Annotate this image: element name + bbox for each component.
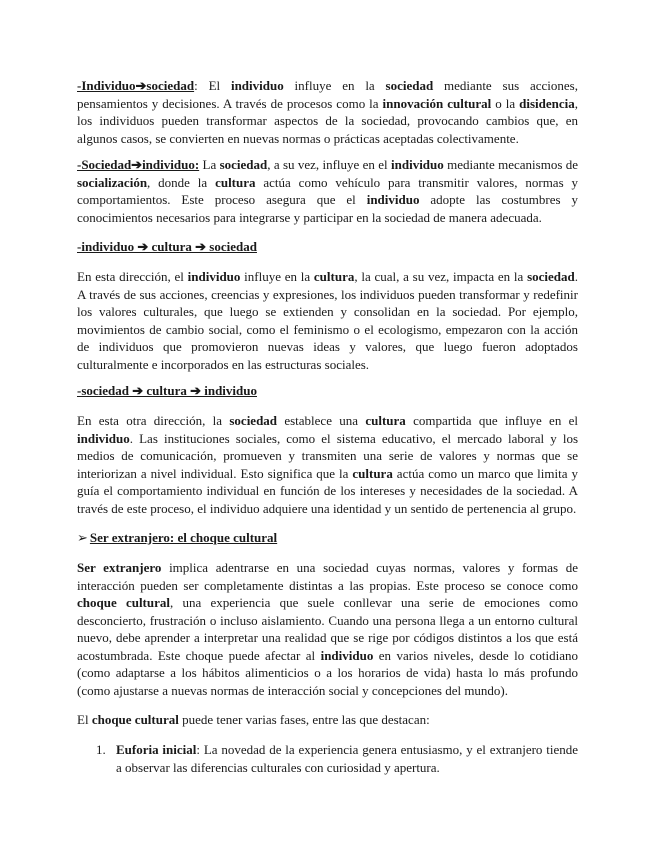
- inline-heading: -Individuo➔sociedad: [77, 78, 195, 93]
- list-number: 1.: [96, 742, 106, 757]
- list-item-text: Euforia inicial: La novedad de la experiencia genera entusiasmo, y el extranjero tiende a observar las diferencias culturales con curiosidad y apertura.: [116, 742, 579, 775]
- paragraph-individuo-cultura: En esta dirección, el individuo influye en la cultura, la cual, a su vez, impacta en la sociedad. A través de sus acciones, creencias y expresiones, los individuos pueden transformar y redefinir los valores culturales, que luego se extienden y consolidan en la sociedad. Por ejemplo, movimientos de cambio social, como el feminismo o el ecologismo, empezaron con la acción de individuos que promovieron nuevas ideas y valores, que luego fueron adoptados culturalmente e incorporados en las estructuras sociales.: [77, 269, 578, 372]
- paragraph-ser-extranjero: Ser extranjero implica adentrarse en una sociedad cuyas normas, valores y formas de interacción pueden ser completamente distintas a las propias. Este proceso se conoce como choque cultural, una experiencia que suele conllevar una serie de emociones como desconcierto, frustración o incluso aislamiento. Cuando una persona llega a un entorno cultural nuevo, debe aprender a interpretar una realidad que se rige por códigos distintos a los que está acostumbrada. Este choque puede afectar al individuo en varios niveles, desde lo cotidiano (como adaptarse a los hábitos alimenticios o a los horarios de vida) hasta lo más profundo (como ajustarse a nuevas normas de interacción social y concepciones del mundo).: [77, 560, 579, 698]
- paragraph-individuo-sociedad: -Individuo➔sociedad: El individuo influye en la sociedad mediante sus acciones, pensamientos y decisiones. A través de procesos como la innovación cultural o la disidencia, los individuos pueden transformar aspectos de la sociedad, provocando cambios que, en algunos casos, se convierten en nuevas normas o prácticas aceptadas colectivamente.: [77, 78, 578, 146]
- section-heading-individuo-cultura-sociedad: -individuo ➔ cultura ➔ sociedad: [77, 239, 257, 254]
- paragraph-sociedad-individuo: -Sociedad➔individuo: La sociedad, a su vez, influye en el individuo mediante mecanismos de socialización, donde la cultura actúa como vehículo para transmitir valores, normas y comportamientos. Este proceso asegura que el individuo adopte las costumbres y conocimientos necesarios para integrarse y participar en la sociedad de manera adecuada.: [77, 157, 579, 225]
- arrow-bullet-icon: ➢: [77, 530, 88, 545]
- section-heading-choque-cultural: ➢ Ser extranjero: el choque cultural: [77, 530, 278, 545]
- paragraph-sociedad-cultura: En esta otra dirección, la sociedad establece una cultura compartida que influye en el individuo. Las instituciones sociales, como el sistema educativo, el mercado laboral y los medios de comunicación, promueven y transmiten una serie de valores y normas que se interiorizan a nivel individual. Esto significa que la cultura actúa como un marco que limita y guía el comportamiento individual en función de los intereses y necesidades de la sociedad. A través de este proceso, el individuo adquiere una identidad y un sentido de pertenencia al grupo.: [77, 413, 579, 516]
- list-item: [96, 741, 578, 776]
- inline-heading: -Sociedad➔individuo:: [77, 157, 200, 172]
- section-heading-sociedad-cultura-individuo: -sociedad ➔ cultura ➔ individuo: [77, 383, 257, 398]
- paragraph-fases-intro: El choque cultural puede tener varias fases, entre las que destacan:: [77, 712, 430, 727]
